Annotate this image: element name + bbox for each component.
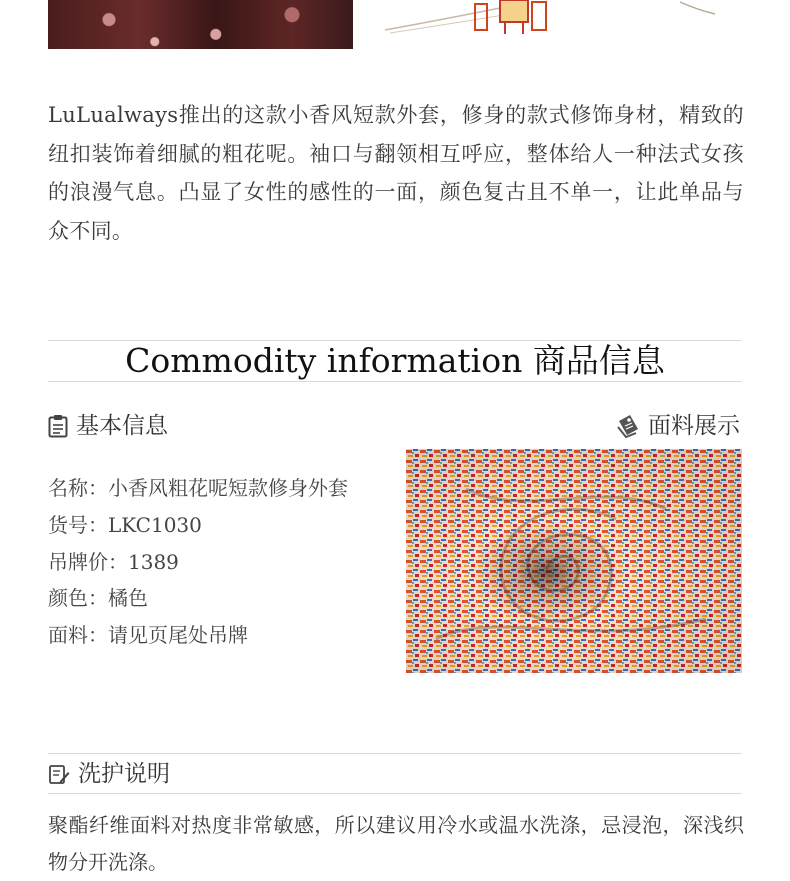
info-fabric: 面料：请见页尾处吊牌 <box>48 623 248 647</box>
section-divider-bottom <box>48 381 742 382</box>
care-divider-top <box>48 753 742 754</box>
info-item-number: 货号：LKC1030 <box>48 513 202 537</box>
fabric-heading <box>616 411 740 441</box>
care-instructions: 聚酯纤维面料对热度非常敏感，所以建议用冷水或温水洗涤，忌浸泡，深浅织物分开洗涤。 <box>48 813 744 874</box>
info-name: 名称：小香风粗花呢短款修身外套 <box>48 476 348 500</box>
info-tag-price: 吊牌价：1389 <box>48 550 179 574</box>
product-description: LuLualways推出的这款小香风短款外套，修身的款式修饰身材，精致的纽扣装饰着细腻的粗花呢。袖口与翻领相互呼应，整体给人一种法式女孩的浪漫气息。凸显了女性的感性的一面，颜色复古且不单一，让此单品与众不同。 <box>48 103 744 243</box>
fabric-tag-icon <box>616 413 640 439</box>
illustration-sketch-cropped <box>380 0 720 40</box>
section-title: Commodity information 商品信息 <box>125 341 665 380</box>
fabric-heading-label: 面料展示 <box>648 413 740 439</box>
fabric-swatch-image <box>406 449 742 673</box>
care-divider-bottom <box>48 793 742 794</box>
basic-info-heading <box>48 411 168 441</box>
notepad-pen-icon <box>48 763 70 785</box>
basic-info-heading-label: 基本信息 <box>76 413 168 439</box>
clipboard-icon <box>48 414 68 438</box>
care-heading <box>48 759 170 789</box>
care-heading-label: 洗护说明 <box>78 761 170 787</box>
info-color: 颜色：橘色 <box>48 586 148 610</box>
product-photo-cropped <box>48 0 353 49</box>
